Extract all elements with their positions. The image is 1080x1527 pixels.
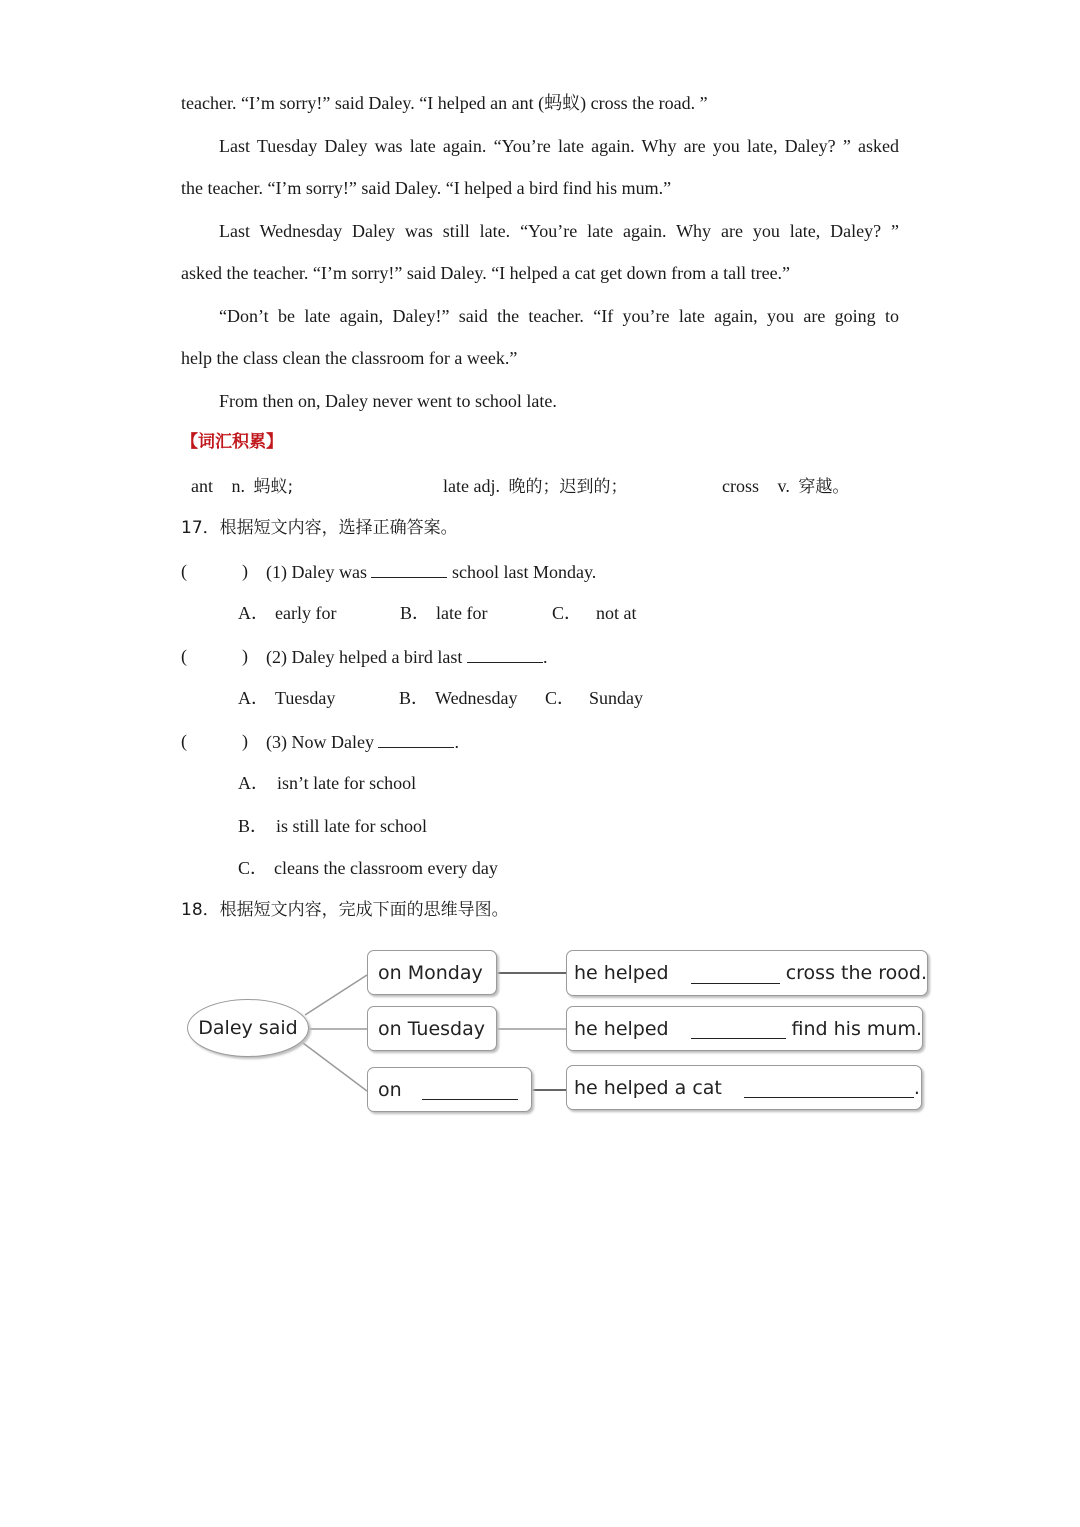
passage-line: teacher. “I’m sorry!” said Daley. “I helped an ant (蚂蚁) cross the road. ”: [181, 93, 708, 113]
day-node: [367, 950, 497, 995]
option-text: Wednesday: [435, 688, 518, 708]
passage-line: the teacher. “I’m sorry!” said Daley. “I helped a bird find his mum.”: [181, 178, 672, 198]
vocab-word: cross: [722, 476, 759, 496]
result-node: [566, 950, 928, 996]
result-node: [566, 1006, 923, 1051]
q17-heading: 17．根据短文内容，选择正确答案。: [181, 518, 458, 538]
option-letter: B．: [238, 816, 269, 836]
day-label: on: [378, 1078, 402, 1101]
stem-text: .: [542, 647, 548, 667]
vocab-meaning: 穿越。: [798, 477, 850, 497]
vocab-word: late adj.: [443, 476, 500, 496]
passage-line: Last Tuesday Daley was late again. “You’re late again. Why are you late, Daley? ” asked: [219, 136, 899, 156]
option-text: isn’t late for school: [277, 773, 417, 793]
passage-line: From then on, Daley never went to school late.: [219, 391, 557, 411]
stem-text: (3) Now Daley: [266, 732, 374, 752]
option-text: Sunday: [589, 688, 644, 708]
passage-line: “Don’t be late again, Daley!” said the teacher. “If you’re late again, you are going to: [219, 306, 899, 326]
vocab-meaning: 蚂蚁;: [253, 477, 294, 497]
option-letter: B．: [400, 603, 431, 623]
stem-text: (2) Daley helped a bird last: [266, 647, 463, 667]
answer-paren-close: ): [242, 646, 248, 666]
passage-line: asked the teacher. “I’m sorry!” said Daley. “I helped a cat get down from a tall tree.”: [181, 263, 791, 283]
option-text: Tuesday: [275, 688, 336, 708]
day-node: [367, 1006, 497, 1051]
day-label: on Tuesday: [378, 1017, 486, 1040]
connector-line: [303, 1043, 367, 1091]
result-label: find his mum.: [791, 1017, 922, 1040]
option-text: is still late for school: [276, 816, 427, 836]
stem-text: (1) Daley was: [266, 562, 367, 582]
vocab-meaning: 晚的；迟到的；: [508, 477, 628, 497]
result-label: he helped: [574, 962, 669, 984]
center-node: [187, 999, 309, 1057]
passage-line: help the class clean the classroom for a week.”: [181, 348, 518, 368]
option-letter: A．: [238, 688, 269, 708]
passage-line: Last Wednesday Daley was still late. “You’re late again. Why are you late, Daley? ”: [219, 221, 899, 241]
answer-blank[interactable]: [744, 1077, 914, 1098]
option-letter: C．: [238, 858, 269, 878]
option-text: early for: [275, 603, 337, 623]
center-node-label: Daley said: [198, 1017, 298, 1039]
result-node: [566, 1065, 922, 1110]
answer-paren-open: (: [181, 731, 187, 751]
answer-paren-open: (: [181, 646, 187, 666]
day-label: on Monday: [378, 961, 483, 984]
result-label: he helped a cat: [574, 1076, 722, 1099]
connector-line: [305, 975, 367, 1015]
stem-text: school last Monday.: [451, 562, 597, 582]
vocab-word: ant: [191, 476, 213, 496]
q18-heading: 18．根据短文内容，完成下面的思维导图。: [181, 900, 509, 920]
result-label: .: [913, 1076, 920, 1099]
result-label: cross the rood.: [785, 962, 927, 984]
answer-blank[interactable]: [691, 963, 780, 984]
vocab-pos: n.: [231, 476, 245, 496]
vocab-pos: v.: [777, 476, 790, 496]
option-letter: A．: [238, 603, 269, 623]
option-letter: B．: [399, 688, 430, 708]
vocab-title: 【词汇积累】: [181, 432, 283, 452]
option-text: not at: [596, 603, 637, 623]
option-letter: C．: [552, 603, 583, 623]
stem-text: .: [454, 732, 459, 752]
answer-blank[interactable]: [422, 1079, 518, 1100]
answer-paren-close: ): [242, 561, 248, 581]
answer-paren-close: ): [242, 731, 248, 751]
answer-paren-open: (: [181, 561, 187, 581]
day-node: [367, 1067, 532, 1112]
answer-blank[interactable]: [691, 1018, 786, 1039]
option-letter: C．: [545, 688, 576, 708]
option-text: late for: [436, 603, 488, 623]
option-text: cleans the classroom every day: [274, 858, 498, 878]
result-label: he helped: [574, 1017, 669, 1040]
option-letter: A．: [238, 773, 269, 793]
